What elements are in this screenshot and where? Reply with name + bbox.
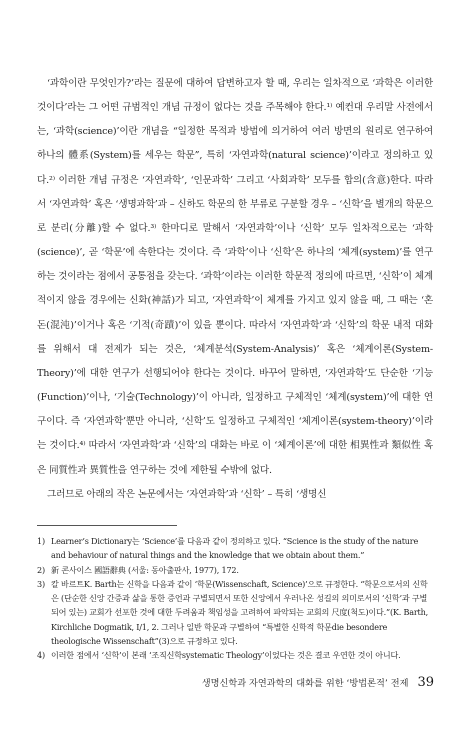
page-number: 39 [417,675,434,690]
footnote-text: 칼 바르트K. Barth는 신학을 다음과 같이 ‘학문(Wissenschaft, Science)’으로 규정한다. “학문으로서의 신학은 (단순한 신앙 간증과 삶을 통한 증언과 구별되면서 또한 신앙에서 우러나온 성길의 의미로서의 ‘신학’과 구별되어 있는) 교회가 선포한 것에 대한 두려움과 책임성을 고려하여 파악되는 교회의 尺度(척도)이다.”(K. Barth, Kirchliche Dogmatik, I/1, 2. 그러나 일반 학문과 구별하여 “특별한 신학적 학문die besondere theologische Wissenschaft”(3)으로 규정하고 있다. [51,578,428,647]
footnote [37,563,433,577]
footnote [37,534,433,563]
footnotes [37,534,433,663]
body-paragraph: 그러므로 아래의 작은 논문에서는 ‘자연과학’과 ‘신학’ – 특히 ‘생명신 [47,488,327,500]
running-title: 생명신학과 자연과학의 대화를 위한 ‘방법론적’ 전제 [201,678,409,689]
footnote-number: 4) [37,650,45,661]
footnote [37,648,433,662]
footnote-text: 이러한 점에서 ‘신학’이 본래 ‘조직신학systematic Theology’이었다는 것은 결코 우연한 것이 아니다. [51,650,401,661]
footnote-number: 1) [37,536,45,546]
body-paragraph: ‘과학이란 무엇인가?’라는 질문에 대하여 답변하고자 할 때, 우리는 일차적으로 ‘과학은 이러한 것이다’라는 그 어떤 규범적인 개념 규정이 없다는 것을 주목해야 한다.¹⁾ 예컨대 우리말 사전에서는, ‘과학(science)’이란 개념을 “일정한 목적과 방법에 의거하여 여러 방면의 원리로 연구하여 하나의 體系(System)를 세우는 학문”, 특히 ‘자연과학(natural science)’이라고 정의하고 있다.²⁾ 이러한 개념 규정은 ‘자연과학’, ‘인문과학’ 그리고 ‘사회과학’ 모두를 합의(含意)한다. 따라서 ‘자연과학’ 혹은 ‘생명과학’과 – 신하도 학문의 한 부류로 구분할 경우 – ‘신학’을 별개의 학문으로 분리(分離)할 수 없다.³⁾ 한마디로 말해서 ‘자연과학’이나 ‘신학’ 모두 일차적으로는 ‘과학(science)’, 곧 ‘학문’에 속한다는 것이다. 즉 ‘과학’이나 ‘신학’은 하나의 ‘체계(system)’를 연구하는 것이라는 점에서 공통점을 갖는다. ‘과학’이라는 이러한 학문적 정의에 따르면, ‘신학’이 체계적이지 않을 경우에는 신화(神話)가 되고, ‘자연과학’이 체계를 가지고 있지 않을 때, 그 때는 ‘혼돈(混沌)’이거나 혹은 ‘기적(奇蹟)’이 있을 뿐이다. 따라서 ‘자연과학’과 ‘신학’의 학문 내적 대화를 위해서 대 전제가 되는 것은, ‘체계분석(System-Analysis)’ 혹은 ‘체계이론(System-Theory)’에 대한 연구가 선행되어야 한다는 것이다. 바꾸어 말하면, ‘자연과학’도 단순한 ‘기능(Function)’이나, ‘기술(Technology)’이 아니라, 일정하고 구체적인 ‘체계(system)’에 대한 연구이다. 즉 ‘자연과학’뿐만 아니라, ‘신학’도 일정하고 구체적인 ‘체계이론(system-theory)’이라는 것이다.⁴⁾ 따라서 ‘자연과학’과 ‘신학’의 대화는 바로 이 ‘체계이론’에 대한 相異性과 類似性 혹은 同質性과 異質性을 연구하는 것에 제한될 수밖에 없다. [37,78,433,476]
footnote [37,577,433,648]
main-text [37,72,433,507]
footnote-divider [37,525,177,526]
footnote-text: 新 콘사이스 國語辭典 (서울: 동아출판사, 1977), 172. [51,564,239,575]
footnote-number: 2) [37,564,45,575]
page-footer [0,675,434,690]
footnote-text: Learner’s Dictionary는 ‘Science’를 다음과 같이 정의하고 있다. “Science is the study of the nature and behaviour of natural things and the knowledge that we obtain about them.” [51,536,419,561]
footnote-number: 3) [37,578,45,589]
